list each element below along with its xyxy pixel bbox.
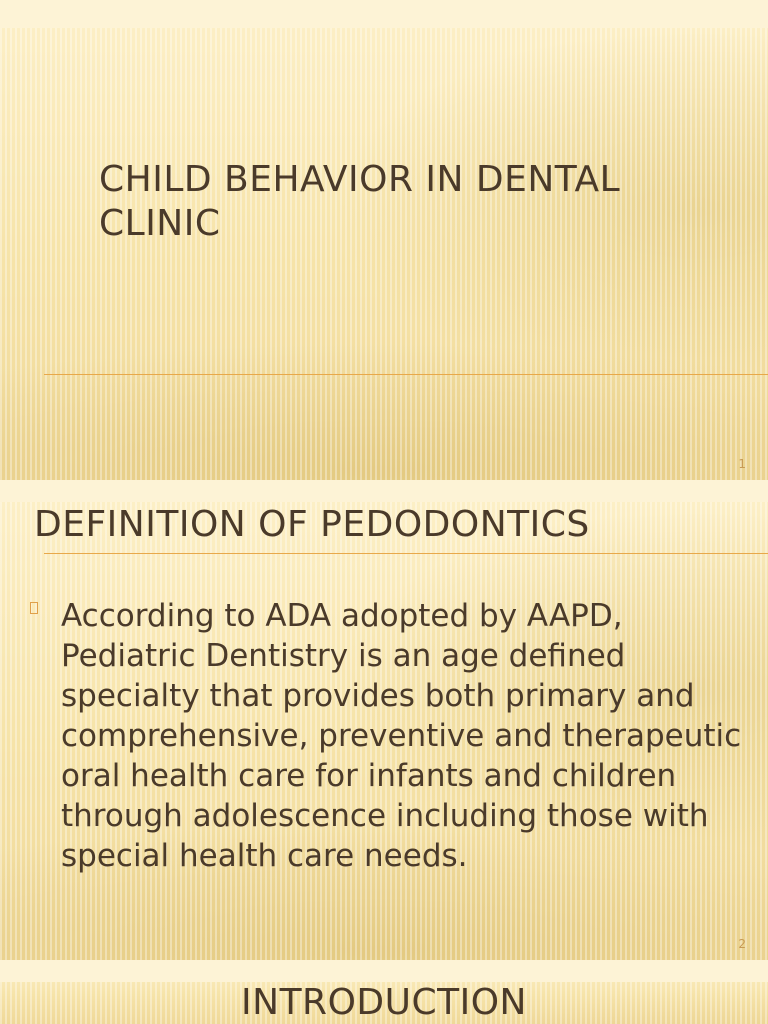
slide-title: DEFINITION OF PEDODONTICS bbox=[34, 504, 590, 545]
title-divider bbox=[44, 374, 768, 375]
slide-title: CHILD BEHAVIOR IN DENTAL CLINIC bbox=[99, 159, 621, 244]
bullet-icon bbox=[30, 602, 38, 614]
slide-3 bbox=[0, 960, 768, 1024]
bullet-item bbox=[30, 596, 742, 876]
title-divider bbox=[44, 553, 768, 554]
page-number: 2 bbox=[738, 937, 746, 951]
slide-2 bbox=[0, 480, 768, 960]
bullet-text: According to ADA adopted by AAPD, Pediatric Dentistry is an age defined specialty that provides both primary and comprehensive, preventive and therapeutic oral health care for infants and children through adolescence including those with special health care needs. bbox=[61, 598, 742, 874]
slide-1 bbox=[0, 0, 768, 480]
slide-title: INTRODUCTION bbox=[241, 982, 527, 1023]
page-number: 1 bbox=[738, 457, 746, 471]
